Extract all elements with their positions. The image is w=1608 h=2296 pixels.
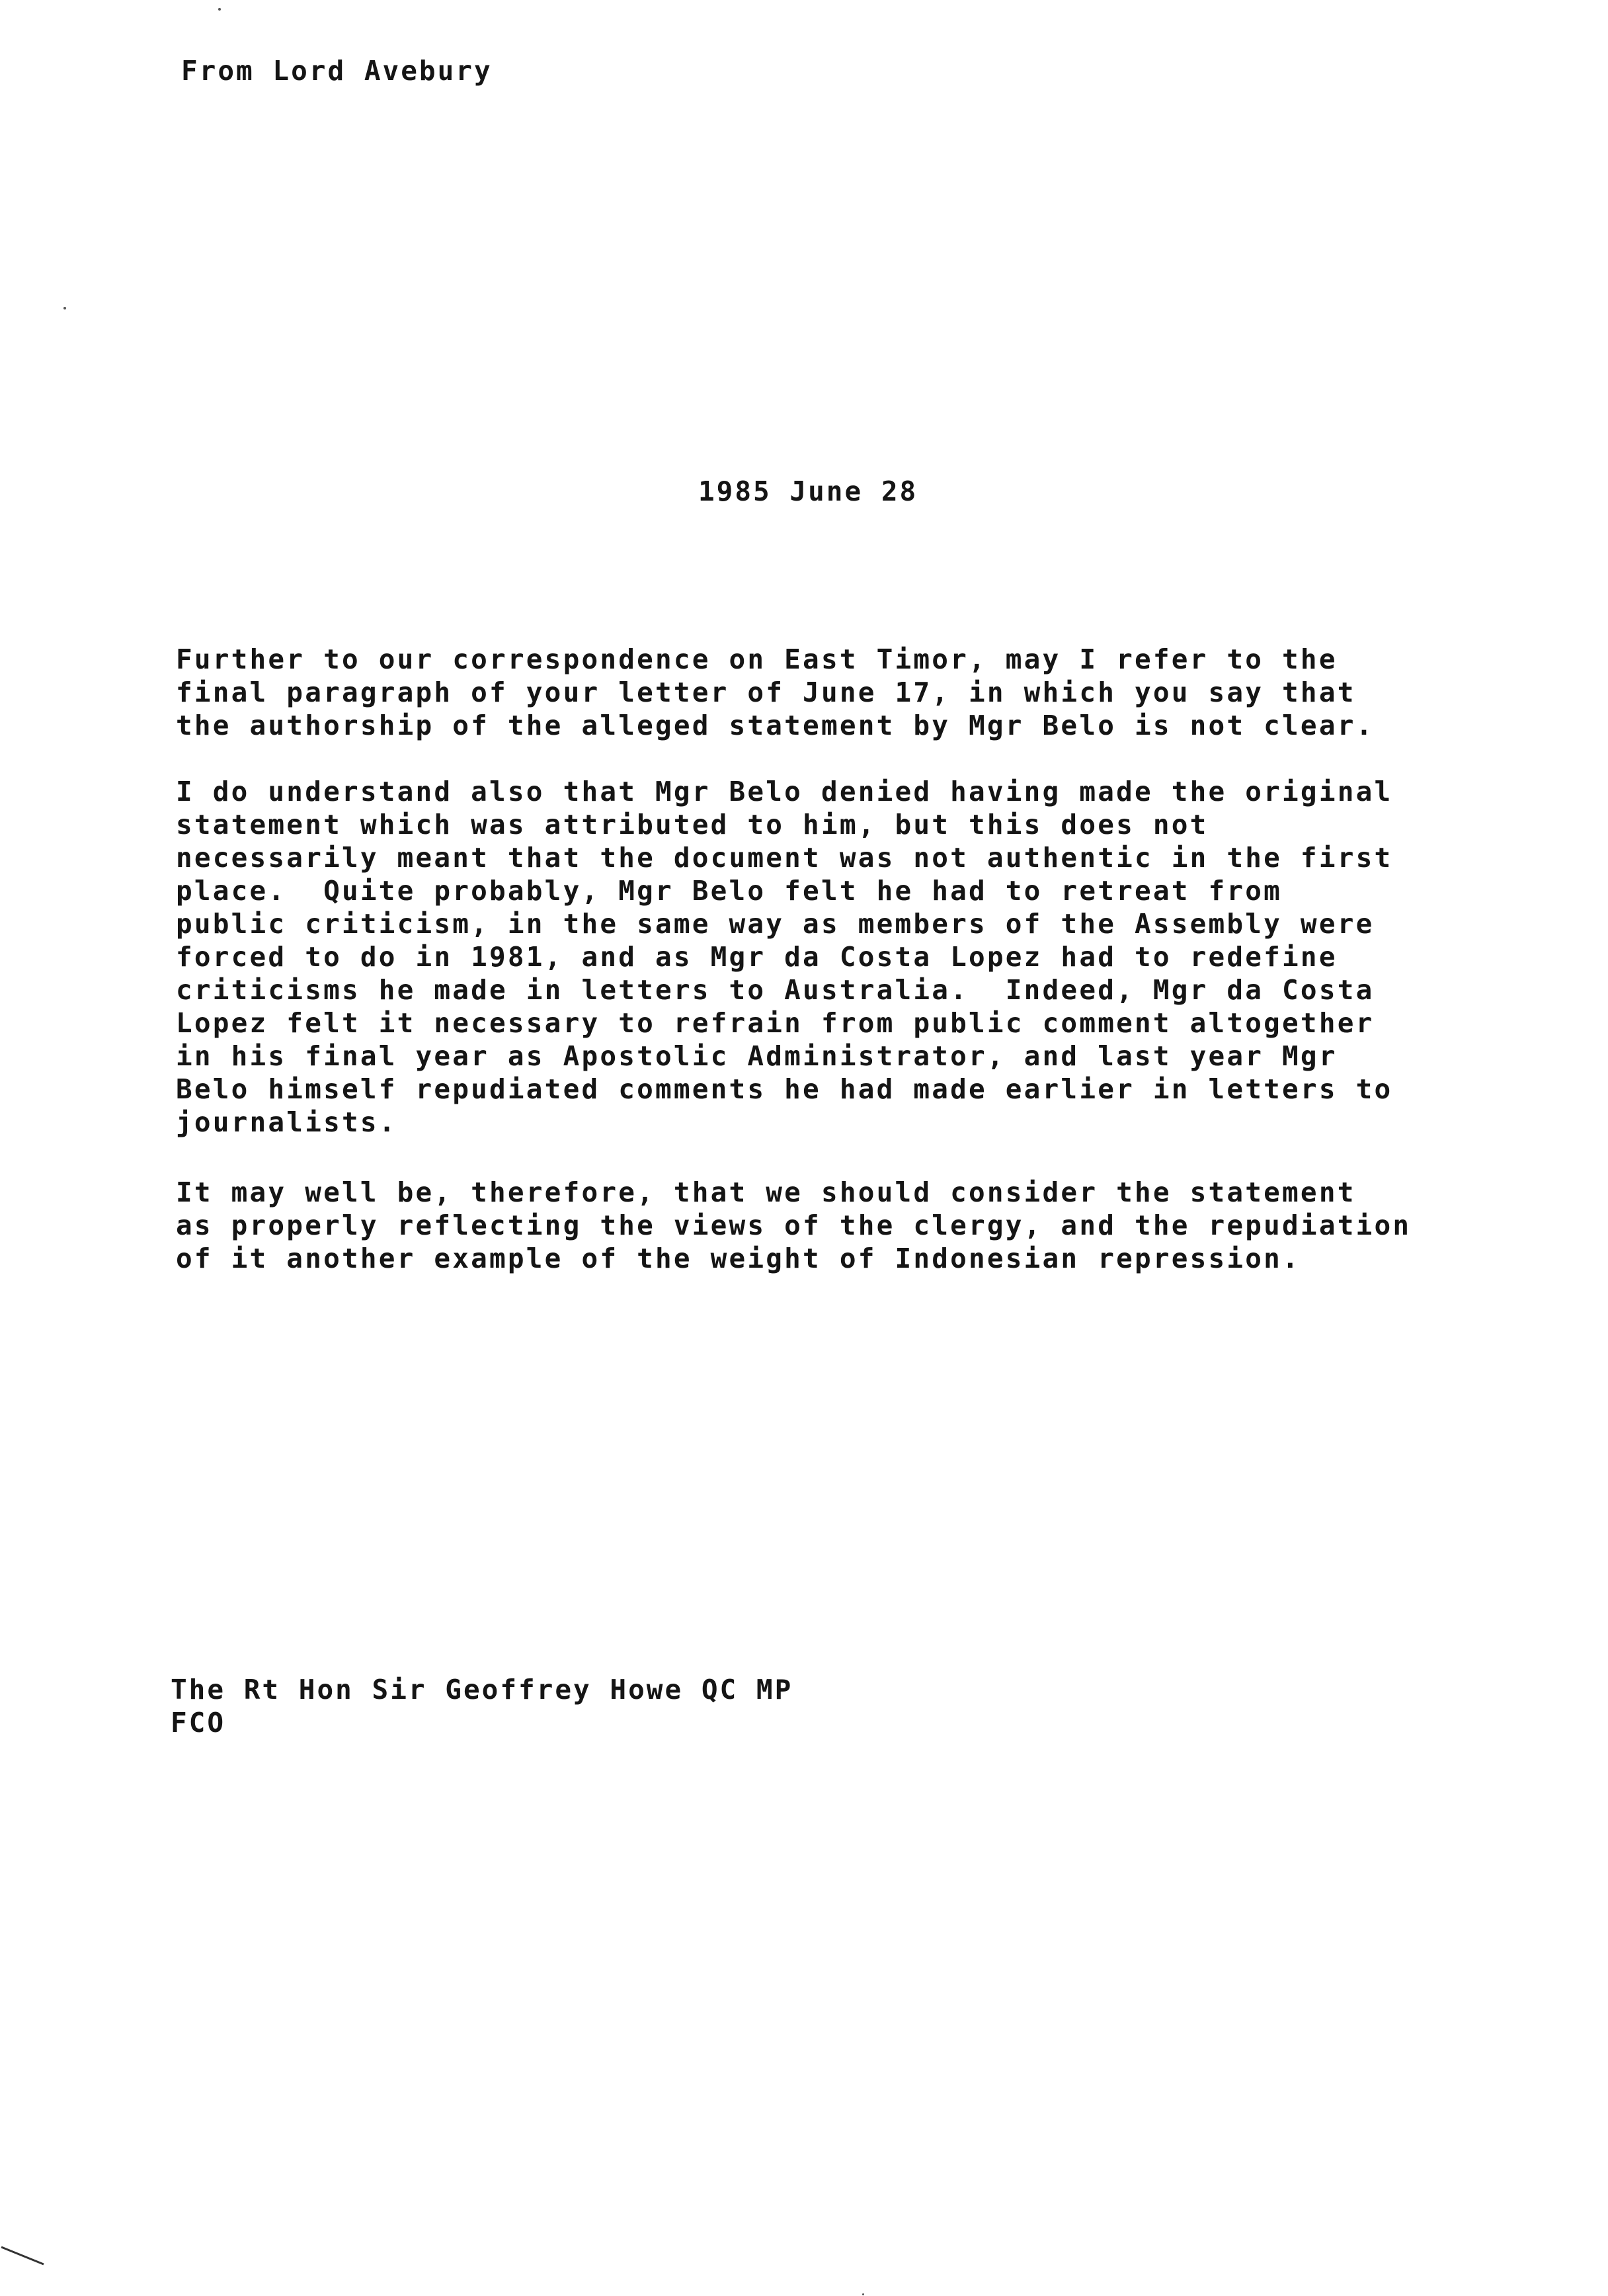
body-paragraph-3 bbox=[176, 1176, 1525, 1275]
paragraph-line: Further to our correspondence on East Timor, may I refer to the bbox=[176, 643, 1338, 675]
paragraph-line: in his final year as Apostolic Administrator, and last year Mgr bbox=[176, 1040, 1338, 1072]
paragraph-line: I do understand also that Mgr Belo denied having made the original bbox=[176, 776, 1393, 807]
paragraph-line: forced to do in 1981, and as Mgr da Costa Lopez had to redefine bbox=[176, 941, 1338, 973]
paragraph-line: Lopez felt it necessary to refrain from public comment altogether bbox=[176, 1007, 1375, 1039]
paragraph-line: public criticism, in the same way as members of the Assembly were bbox=[176, 908, 1375, 940]
scan-speck bbox=[218, 8, 221, 11]
addressee-block bbox=[171, 1673, 793, 1739]
addressee-department: FCO bbox=[171, 1707, 226, 1739]
scan-speck bbox=[862, 2293, 864, 2295]
body-paragraph-1 bbox=[176, 643, 1525, 742]
paragraph-line: of it another example of the weight of Indonesian repression. bbox=[176, 1243, 1301, 1274]
sender-line: From Lord Avebury bbox=[181, 55, 493, 87]
scan-speck bbox=[63, 307, 66, 309]
scan-edge-mark bbox=[0, 2242, 46, 2268]
paragraph-line: statement which was attributed to him, but this does not bbox=[176, 809, 1209, 840]
paragraph-line: necessarily meant that the document was not authentic in the first bbox=[176, 842, 1393, 874]
letter-date: 1985 June 28 bbox=[698, 475, 918, 507]
paragraph-line: place. Quite probably, Mgr Belo felt he had to retreat from bbox=[176, 875, 1283, 907]
body-paragraph-2 bbox=[176, 775, 1525, 1139]
paragraph-line: the authorship of the alleged statement by Mgr Belo is not clear. bbox=[176, 710, 1375, 741]
paragraph-line: criticisms he made in letters to Australia. Indeed, Mgr da Costa bbox=[176, 974, 1375, 1006]
addressee-name: The Rt Hon Sir Geoffrey Howe QC MP bbox=[171, 1674, 793, 1705]
paragraph-line: final paragraph of your letter of June 17, in which you say that bbox=[176, 676, 1356, 708]
paragraph-line: Belo himself repudiated comments he had made earlier in letters to bbox=[176, 1073, 1393, 1105]
paragraph-line: as properly reflecting the views of the clergy, and the repudiation bbox=[176, 1210, 1412, 1241]
paragraph-line: journalists. bbox=[176, 1106, 397, 1138]
paragraph-line: It may well be, therefore, that we should consider the statement bbox=[176, 1176, 1356, 1208]
